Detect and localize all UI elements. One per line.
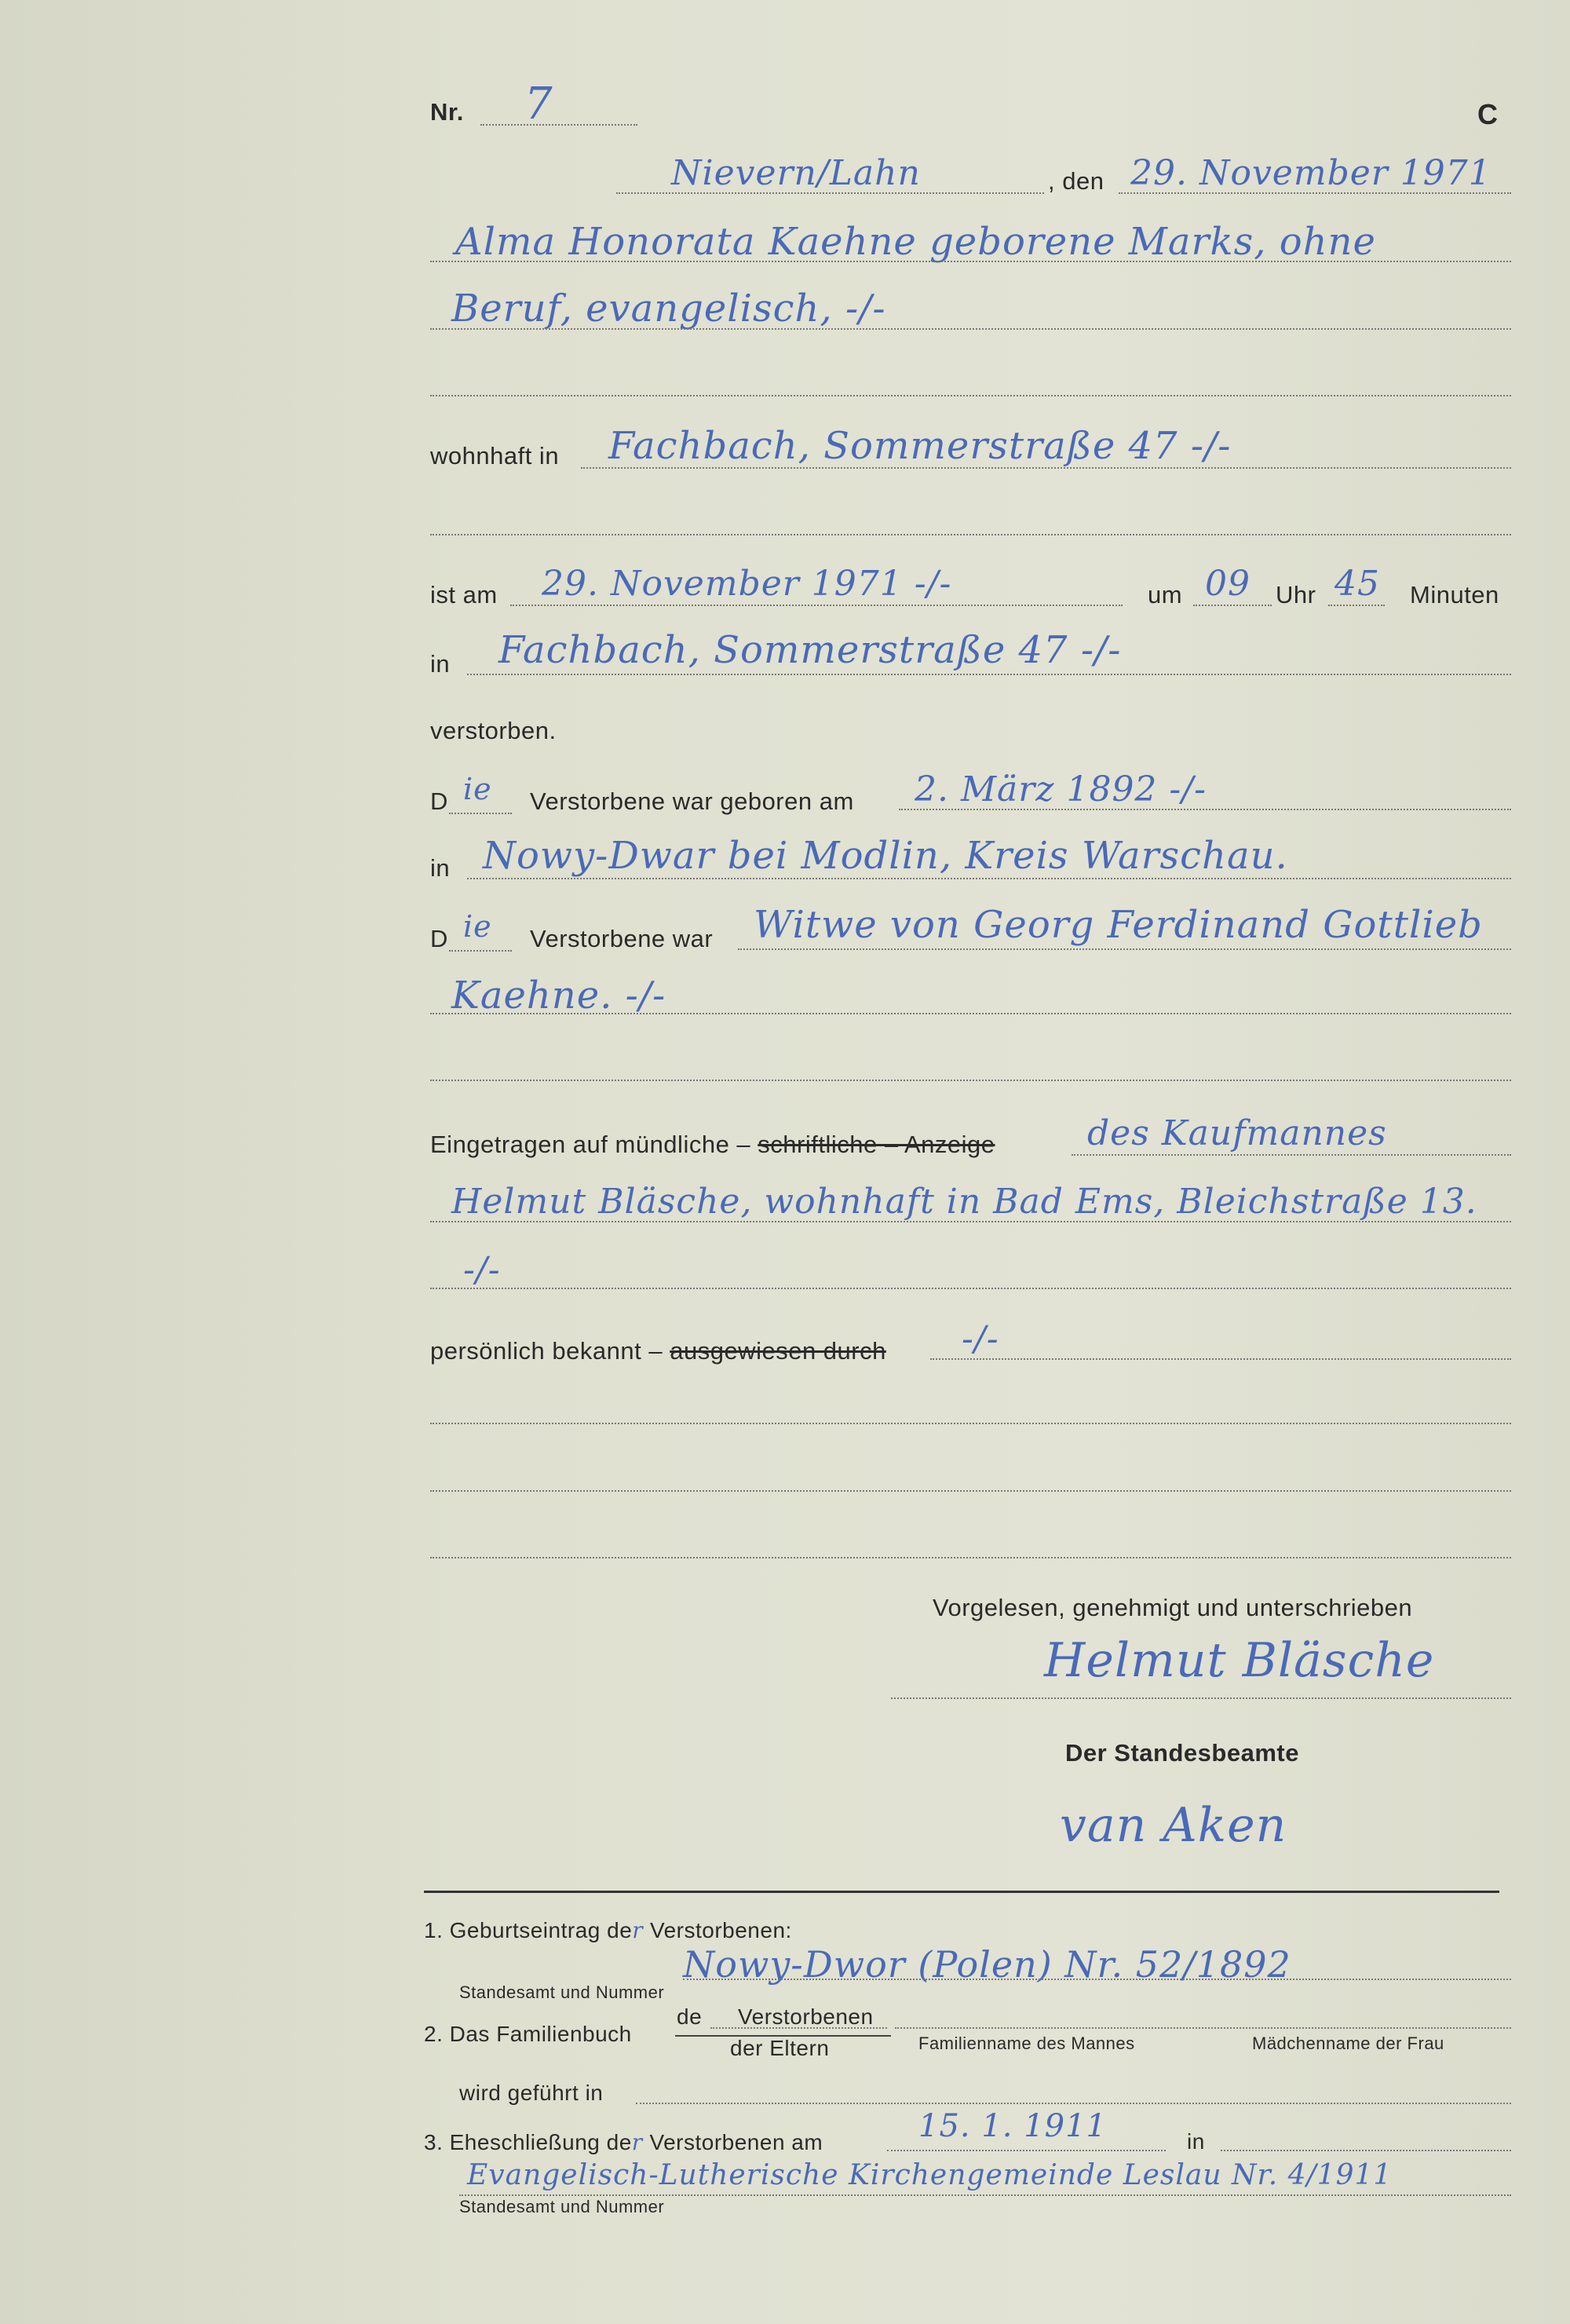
footer-item2-line (895, 2027, 1511, 2029)
standesamt-label-2: Standesamt und Nummer (459, 2197, 665, 2216)
birth-d-line (449, 813, 512, 814)
person-line1: Alma Honorata Kaehne geborene Marks, ohne (455, 220, 1376, 264)
status-d-prefix: D (430, 925, 448, 952)
identification-label-a: persönlich bekannt – (430, 1337, 663, 1365)
residence-label: wohnhaft in (430, 442, 560, 470)
birth-place: Nowy-Dwar bei Modlin, Kreis Warschau. (483, 834, 1288, 878)
person-line2: Beruf, evangelisch, -/- (451, 287, 886, 331)
residence-value: Fachbach, Sommerstraße 47 -/- (608, 424, 1232, 468)
footer-item2-top: Verstorbenen (738, 2004, 874, 2029)
registration-line2: Helmut Bläsche, wohnhaft in Bad Ems, Bleichstraße 13. (451, 1182, 1477, 1222)
minutes-line (1328, 605, 1385, 606)
registration-line3: -/- (463, 1250, 501, 1290)
birth-date: 2. März 1892 -/- (915, 769, 1207, 809)
nr-label: Nr. (430, 98, 464, 126)
death-minutes: 45 (1334, 564, 1380, 604)
footer-item1-line (683, 1979, 1511, 1980)
residence-line (581, 467, 1511, 469)
status-line1-rule (738, 948, 1511, 950)
identification-label (430, 1337, 886, 1365)
status-d-line (449, 950, 512, 952)
footer-item3 (424, 2129, 823, 2155)
footer-item1-label: 1. Geburtseintrag de (424, 1918, 633, 1942)
registry-place: Nievern/Lahn (671, 153, 921, 193)
birth-place-line (467, 878, 1511, 879)
status-line2-rule (430, 1013, 1511, 1014)
registry-date: 29. November 1971 (1130, 153, 1492, 193)
footer-item2-de-line (710, 2027, 887, 2029)
maedchenname-label: Mädchenname der Frau (1252, 2034, 1444, 2053)
status-label: Verstorbene war (530, 925, 714, 952)
hour-line (1193, 605, 1272, 606)
informant-signature: Helmut Bläsche (1044, 1633, 1435, 1688)
person-line2-rule (430, 328, 1511, 330)
footer-item3-label2: Verstorbenen am (649, 2130, 823, 2154)
footer-item3-line (459, 2194, 1511, 2196)
footer-item2-bottom: der Eltern (730, 2036, 830, 2060)
identification-line (930, 1358, 1511, 1360)
registration-line3-rule (430, 1288, 1511, 1289)
birth-label: Verstorbene war geboren am (530, 787, 854, 815)
um-label: um (1148, 581, 1183, 608)
minuten-label: Minuten (1410, 581, 1499, 608)
familienname-label: Familienname des Mannes (918, 2034, 1135, 2053)
identification-value: -/- (962, 1319, 999, 1359)
registration-label (430, 1131, 995, 1159)
footer-item3-in: in (1187, 2129, 1205, 2154)
footer-item3-value: Evangelisch-Lutherische Kirchengemeinde Leslau Nr. 4/1911 (467, 2159, 1393, 2191)
birth-date-line (899, 809, 1511, 810)
footer-item1-fill: r (632, 1917, 644, 1943)
footer-item2-label: 2. Das Familienbuch (424, 2022, 632, 2046)
date-line (1119, 192, 1511, 194)
registration-label-a: Eingetragen auf mündliche – (430, 1131, 751, 1158)
ist-am-label: ist am (430, 581, 498, 608)
blank-rule-3 (430, 1080, 1511, 1081)
footer-item3-date-line (887, 2150, 1166, 2151)
nr-value: 7 (524, 79, 553, 130)
standesamt-label-1: Standesamt und Nummer (459, 1982, 665, 2002)
status-d-fill: ie (463, 909, 492, 944)
wird-gefuehrt-label: wird geführt in (459, 2081, 604, 2105)
blank-rule-1 (430, 395, 1511, 396)
footer-item1-label2: Verstorbenen: (649, 1918, 792, 1942)
verstorben-label: verstorben. (430, 717, 557, 744)
identification-label-strike: ausgewiesen durch (670, 1337, 886, 1365)
birth-d-prefix: D (430, 787, 448, 815)
read-approved-label: Vorgelesen, genehmigt und unterschrieben (933, 1594, 1413, 1621)
birth-d-fill: ie (463, 772, 492, 806)
place-line (616, 192, 1044, 194)
footer-item3-date: 15. 1. 1911 (918, 2108, 1108, 2144)
death-place: Fachbach, Sommerstraße 47 -/- (498, 628, 1122, 672)
footer-item2-de: de (677, 2004, 703, 2029)
registration-line1: des Kaufmannes (1087, 1113, 1387, 1153)
registration-line2-rule (430, 1221, 1511, 1222)
footer-divider (424, 1891, 1499, 1893)
birth-in-label: in (430, 854, 451, 882)
blank-rule-2 (430, 534, 1511, 535)
registration-label-strike: schriftliche – Anzeige (758, 1131, 995, 1158)
blank-rule-4 (430, 1423, 1511, 1424)
person-line1-rule (430, 261, 1511, 262)
status-line1: Witwe von Georg Ferdinand Gottlieb (754, 903, 1483, 947)
footer-item1-value: Nowy-Dwor (Polen) Nr. 52/1892 (683, 1943, 1291, 1986)
den-label: , den (1048, 167, 1104, 195)
death-date: 29. November 1971 -/- (542, 564, 952, 604)
blank-rule-5 (430, 1490, 1511, 1492)
uhr-label: Uhr (1276, 581, 1316, 608)
status-line2: Kaehne. -/- (451, 974, 666, 1018)
blank-rule-6 (430, 1557, 1511, 1558)
informant-signature-line (891, 1697, 1511, 1699)
wird-gefuehrt-line (636, 2103, 1511, 2104)
corner-letter: C (1477, 98, 1499, 130)
registrar-title: Der Standesbeamte (1065, 1739, 1299, 1767)
death-in-label: in (430, 650, 451, 678)
death-place-line (467, 674, 1511, 675)
footer-item1 (424, 1917, 792, 1943)
registrar-signature: van Aken (1060, 1798, 1287, 1853)
footer-item3-in-line (1221, 2150, 1511, 2151)
footer-item3-label: 3. Eheschließung de (424, 2130, 632, 2154)
footer-item3-fill: r (631, 2129, 644, 2155)
nr-line (480, 124, 637, 126)
registration-line1-rule (1072, 1154, 1511, 1156)
death-date-line (510, 605, 1123, 606)
death-hour: 09 (1205, 564, 1251, 604)
